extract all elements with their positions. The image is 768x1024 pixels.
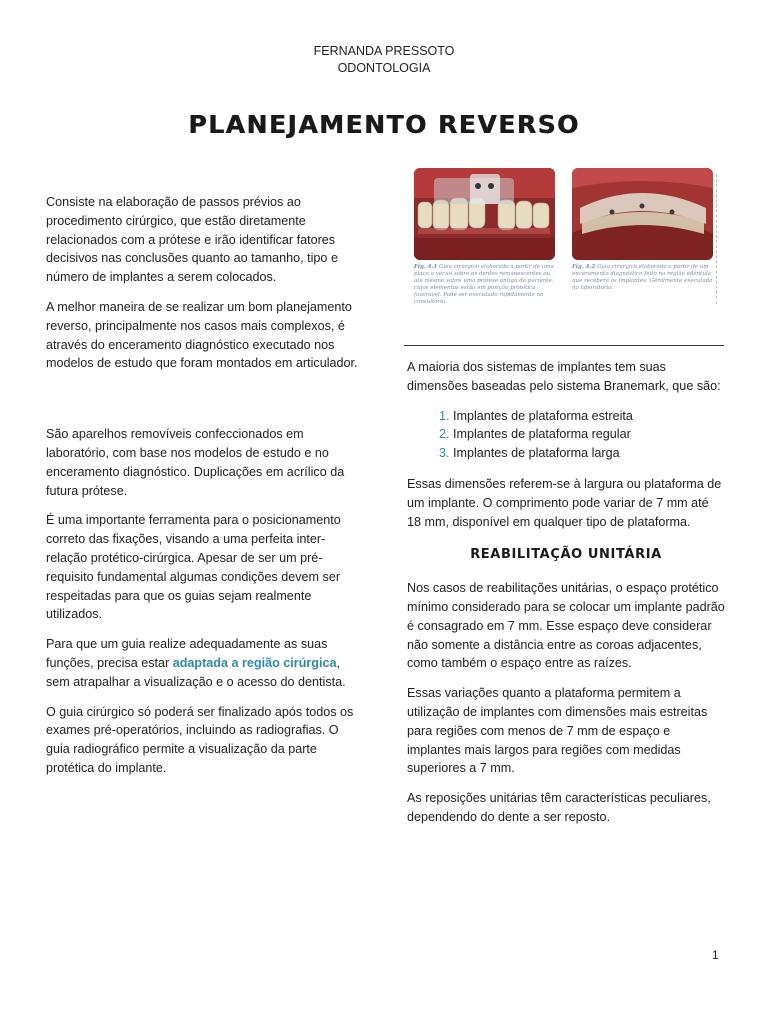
paragraph: É uma importante ferramenta para o posicionamento correto das fixações, visando a uma perfeita inter-relação protético-cirúrgica. Apesar de ser um pré-requisito fundamental algumas condições devem ser respeitadas para que os guias sejam realmente utilizados. (46, 513, 341, 622)
paragraph: Consiste na elaboração de passos prévios ao procedimento cirúrgico, que estão diretamente relacionados com a prótese e irão identificar fatores decisivos nas conclusões quanto ao tamanho, tipo e número de implantes a serem colocados. (46, 195, 338, 285)
paragraph: Essas dimensões referem-se à largura ou plataforma de um implante. O comprimento pode variar de 7 mm até 18 mm, disponível em qualquer tipo de plataforma. (407, 476, 722, 529)
section-spacer (46, 384, 364, 425)
teeth-guide-illustration (414, 168, 555, 260)
left-column (46, 193, 364, 789)
paragraph: As reposições unitárias têm características peculiares, dependendo do dente a ser reposto. (407, 791, 711, 824)
figure-label: Fig. 4.2 (572, 264, 596, 270)
figure-1 (414, 168, 560, 308)
caption-text: Guia cirúrgico elaborado a partir de um enceramento diagnóstico feito na região edêntula que receberá os implantes. Geralmente executado no laboratório. (572, 264, 713, 291)
figure-divider (716, 174, 717, 304)
page-title: PLANEJAMENTO REVERSO (188, 110, 580, 139)
page-number: 1 (712, 948, 719, 962)
document-header (0, 43, 768, 77)
section-heading: REABILITAÇÃO UNITÁRIA (470, 547, 662, 563)
author-name: FERNANDA PRESSOTO (313, 44, 455, 58)
list-item: 1. Implantes de plataforma estreita (453, 407, 725, 426)
horizontal-rule (404, 345, 724, 346)
caption-text: Guia cirúrgico elaborado a partir de uma placa a vácuo sobre os dentes remanescentes ou até mesmo sobre uma prótese antiga do paciente, cujos elementos estão em posição protética favorável. Pode ser executado rapidamente no consultório. (414, 264, 554, 305)
figure-caption (414, 264, 560, 306)
dental-photo-wax-guide (572, 168, 713, 260)
paragraph (46, 635, 364, 691)
figure-group (410, 168, 722, 308)
text-span: , sem atrapalhar a visualização e o acesso do dentista. (46, 655, 346, 689)
paragraph: A melhor maneira de se realizar um bom planejamento reverso, principalmente nos casos mais complexos, é através do enceramento diagnóstico executado nos modelos de estudo que foram montados em articulador. (46, 299, 358, 371)
right-column (407, 358, 725, 838)
paragraph: O guia cirúrgico só poderá ser finalizado após todos os exames pré-operatórios, incluindo as radiografias. O guia radiográfico permite a visualização da parte protética do implante. (46, 704, 354, 775)
paragraph: Nos casos de reabilitações unitárias, o espaço protético mínimo considerado para se colocar um implante padrão é consagrado em 7 mm. Esse espaço deve considerar não somente a distância entre as coroas adjacentes, como também o espaço entre as raízes. (407, 581, 725, 671)
list-item: 3. Implantes de plataforma larga (453, 444, 725, 463)
figure-2 (572, 168, 718, 308)
implant-list (407, 407, 725, 463)
paragraph: São aparelhos removíveis confeccionados em laboratório, com base nos modelos de estudo e no enceramento diagnóstico. Duplicações em acrílico da futura prótese. (46, 427, 345, 498)
list-item: 2. Implantes de plataforma regular (453, 425, 725, 444)
dental-photo-guide-on-teeth (414, 168, 555, 260)
figure-caption (572, 264, 718, 292)
wax-guide-illustration (572, 168, 713, 260)
paragraph: Essas variações quanto a plataforma permitem a utilização de implantes com dimensões mais estreitas para regiões com menos de 7 mm de espaço e implantes mais largos para regiões com medidas superiores a 7 mm. (407, 686, 708, 776)
highlighted-text: adaptada a região cirúrgica (172, 655, 337, 670)
text-span: Para que um guia realize adequadamente as suas funções, precisa estar (46, 637, 328, 670)
figure-label: Fig. 4.1 (414, 264, 438, 270)
paragraph: A maioria dos sistemas de implantes tem suas dimensões baseadas pelo sistema Branemark, que são: (407, 360, 721, 393)
course-name: ODONTOLOGIA (337, 61, 431, 75)
